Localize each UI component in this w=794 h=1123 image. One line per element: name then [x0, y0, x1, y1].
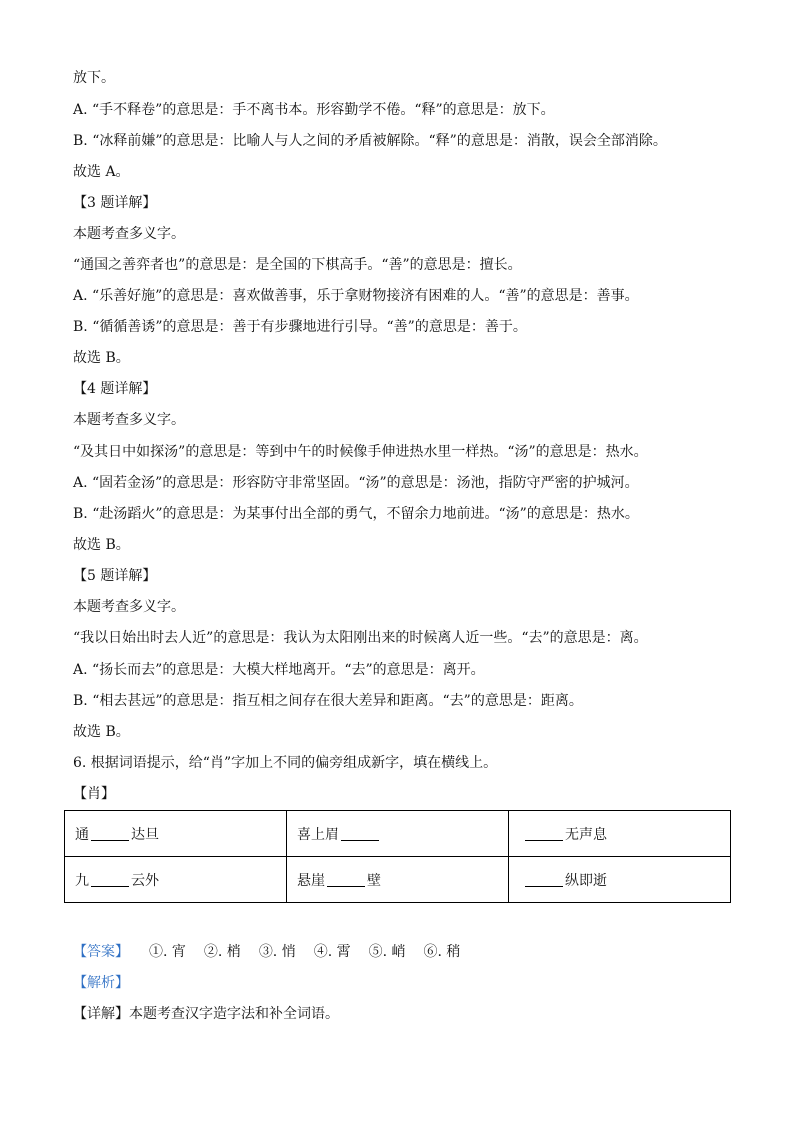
text-line: 【4 题详解】 [73, 381, 157, 397]
fill-blank[interactable] [91, 826, 129, 841]
answer-row [73, 942, 478, 962]
text-line: 本题考查多义字。 [73, 412, 185, 428]
analysis-tag: 【解析】 [73, 975, 129, 991]
text-line: 【5 题详解】 [73, 568, 157, 584]
answer-item: ⑥. 稍 [423, 944, 461, 960]
fill-blank[interactable] [525, 826, 563, 841]
text-line: 6. 根据词语提示，给“肖”字加上不同的偏旁组成新字，填在横线上。 [73, 755, 498, 771]
answer-item: ③. 悄 [258, 944, 296, 960]
text-line: 本题考查多义字。 [73, 599, 185, 615]
text-line: B. “循循善诱”的意思是：善于有步骤地进行引导。“善”的意思是：善于。 [73, 319, 527, 335]
answer-item: ①. 宵 [149, 944, 186, 960]
table-cell: 九 云外 [65, 857, 287, 903]
answer-item: ⑤. 峭 [368, 944, 406, 960]
text-line: 放下。 [73, 70, 115, 86]
table-row [65, 811, 731, 857]
fill-blank[interactable] [341, 826, 379, 841]
answer-item: ④. 霄 [313, 944, 351, 960]
detail-line [73, 1004, 339, 1024]
fill-blank[interactable] [91, 872, 129, 887]
text-line: A. “扬长而去”的意思是：大模大样地离开。“去”的意思是：离开。 [73, 662, 485, 678]
text-line: 【3 题详解】 [73, 195, 157, 211]
text-line: 故选 B。 [73, 537, 130, 553]
text-line: B. “赴汤蹈火”的意思是：为某事付出全部的勇气，不留余力地前进。“汤”的意思是：热水。 [73, 506, 639, 522]
text-line: 故选 B。 [73, 724, 130, 740]
text-line: B. “冰释前嫌”的意思是：比喻人与人之间的矛盾被解除。“释”的意思是：消散，误会全部消除。 [73, 133, 667, 149]
table-cell: 无声息 [509, 811, 731, 857]
answer-item: ②. 梢 [203, 944, 241, 960]
table-cell: 悬崖 壁 [287, 857, 509, 903]
answer-tag: 【答案】 [73, 944, 129, 960]
text-line: 【肖】 [73, 786, 115, 802]
table-row [65, 857, 731, 903]
text-line: “通国之善弈者也”的意思是：是全国的下棋高手。“善”的意思是：擅长。 [73, 257, 522, 273]
table-cell: 喜上眉 [287, 811, 509, 857]
text-line: A. “固若金汤”的意思是：形容防守非常坚固。“汤”的意思是：汤池，指防守严密的护城河。 [73, 475, 639, 491]
text-line: “我以日始出时去人近”的意思是：我认为太阳刚出来的时候离人近一些。“去”的意思是：离。 [73, 630, 648, 646]
text-line: “及其日中如探汤”的意思是：等到中午的时候像手伸进热水里一样热。“汤”的意思是：热水。 [73, 444, 648, 460]
detail-text: 本题考查汉字造字法和补全词语。 [129, 1006, 339, 1022]
char-fill-table [64, 810, 731, 903]
text-line: 本题考查多义字。 [73, 226, 185, 242]
text-line: B. “相去甚远”的意思是：指互相之间存在很大差异和距离。“去”的意思是：距离。 [73, 693, 583, 709]
table-cell: 纵即逝 [509, 857, 731, 903]
fill-blank[interactable] [327, 872, 365, 887]
detail-tag: 【详解】 [73, 1006, 129, 1022]
text-line: 故选 B。 [73, 350, 130, 366]
table-cell: 通 达旦 [65, 811, 287, 857]
fill-blank[interactable] [525, 872, 563, 887]
text-line: A. “手不释卷”的意思是：手不离书本。形容勤学不倦。“释”的意思是：放下。 [73, 102, 555, 118]
text-line: 故选 A。 [73, 164, 130, 180]
text-line: A. “乐善好施”的意思是：喜欢做善事，乐于拿财物接济有困难的人。“善”的意思是：善事。 [73, 288, 639, 304]
